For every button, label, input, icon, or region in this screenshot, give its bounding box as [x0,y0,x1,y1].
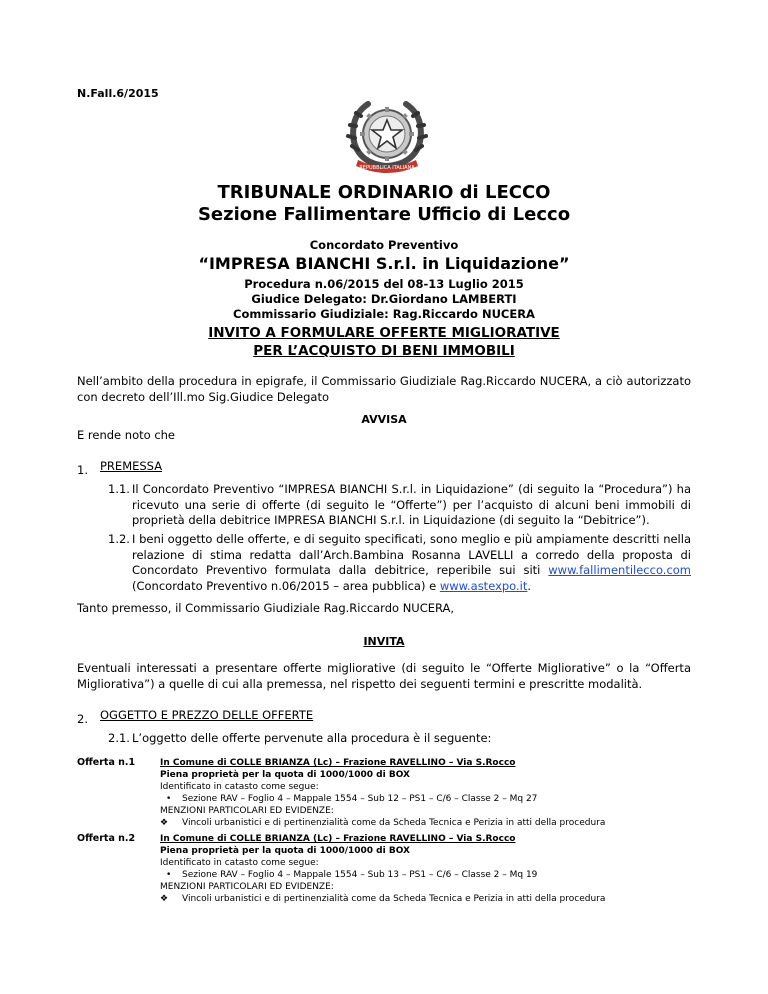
offer-cadastre-intro: Identificato in catasto come segue: [160,858,319,868]
invita-paragraph: Eventuali interessati a presentare offerte migliorative (di seguito le “Offerte Migliorative” o la “Offerta Migliorativa”) a quelle di cui alla premessa, nel rispetto dei seguenti termini e prescritte modalità. [77,661,691,691]
invita-heading: INVITA [363,635,405,648]
paragraph-2-1 [108,731,691,747]
intro-paragraph: Nell’ambito della procedura in epigrafe, il Commissario Giudiziale Rag.Riccardo NUCERA, a ciò autorizzato con decreto dell’Ill.mo Sig.Giudice Delegato [77,374,691,404]
procedure-number: Procedura n.06/2015 del 08-13 Luglio 2015 [244,277,524,291]
invite-title-line2: PER L’ACQUISTO DI BENI IMMOBILI [253,343,515,359]
section-1-heading [77,459,163,478]
section-1-title: PREMESSA [100,459,163,473]
section-2-title: OGGETTO E PREZZO DELLE OFFERTE [100,708,314,722]
court-section: Sezione Fallimentare Ufficio di Lecco [197,204,571,225]
procedure-type: Concordato Preventivo [309,238,459,252]
offer-cadastre-item [160,869,700,881]
diamond-bullet-icon: ❖ [160,818,169,828]
judge-name: Giudice Delegato: Dr.Giordano LAMBERTI [251,292,517,306]
paragraph-number: 1.2. [108,532,130,546]
court-title: TRIBUNALE ORDINARIO di LECCO [217,182,551,203]
fallimentilecco-link[interactable]: www.fallimentilecco.com [548,563,691,578]
offer-ownership: Piena proprietà per la quota di 1000/1000 di BOX [160,770,410,780]
offer-2-details [160,833,700,905]
bullet-icon: • [166,870,172,880]
invite-title-line1: INVITO A FORMULARE OFFERTE MIGLIORATIVE [208,325,560,341]
offer-ownership: Piena proprietà per la quota di 1000/1000 di BOX [160,846,410,856]
paragraph-number: 2.1. [108,731,130,745]
avvisa-heading: AVVISA [361,413,407,426]
offer-1-label: Offerta n.1 [77,757,136,768]
offer-note-item [160,893,700,905]
offer-cadastre-text: Sezione RAV – Foglio 4 – Mappale 1554 – Sub 12 – PS1 – C/6 – Classe 2 – Mq 27 [182,794,538,804]
paragraph-text: (Concordato Preventivo n.06/2015 – area pubblica) e [132,578,437,593]
astexpo-link[interactable]: www.astexpo.it [439,578,528,593]
paragraph-number: 1.1. [108,482,130,496]
emblem-ribbon-text: REPUBBLICA ITALIANA [359,165,415,171]
offer-cadastre-intro: Identificato in catasto come segue: [160,782,319,792]
offer-address: In Comune di COLLE BRIANZA (Lc) – Frazione RAVELLINO – Via S.Rocco [160,758,516,768]
procedure-details [0,277,768,322]
file-reference: N.Fall.6/2015 [77,87,159,100]
paragraph-text: I beni oggetto delle offerte, e di seguito specificati, sono meglio e più ampiamente descritti nella relazione di stima redatta dall’Arch.Bambina Rosanna LAVELLI a corredo della proposta di Concordato Preventivo formulata dalla debitrice, reperibile sui siti [132,532,691,578]
diamond-bullet-icon: ❖ [160,894,169,904]
offer-2-label: Offerta n.2 [77,833,136,844]
premesso-line: Tanto premesso, il Commissario Giudiziale Rag.Riccardo NUCERA, [77,601,455,615]
paragraph-1-1 [108,482,691,529]
company-name: “IMPRESA BIANCHI S.r.l. in Liquidazione” [198,254,570,273]
paragraph-1-2 [108,532,691,594]
offer-note-item [160,817,700,829]
rende-noto-line: E rende noto che [77,428,176,442]
section-1-number: 1. [77,463,88,477]
section-2-heading [77,708,314,727]
commissioner-name: Commissario Giudiziale: Rag.Riccardo NUCERA [233,307,535,321]
paragraph-text: L’oggetto delle offerte pervenute alla procedura è il seguente: [132,731,492,745]
offer-notes-title: MENZIONI PARTICOLARI ED EVIDENZE: [160,806,334,816]
offer-note-text: Vincoli urbanistici e di pertinenzialità come da Scheda Tecnica e Perizia in atti della procedura [182,818,606,828]
section-2-number: 2. [77,712,88,726]
offer-address: In Comune di COLLE BRIANZA (Lc) – Frazione RAVELLINO – Via S.Rocco [160,834,516,844]
offer-1-details [160,757,700,829]
paragraph-text: . [527,578,532,593]
offer-cadastre-item [160,793,700,805]
paragraph-text: Il Concordato Preventivo “IMPRESA BIANCHI S.r.l. in Liquidazione” (di seguito la “Procedura”) ha ricevuto una serie di offerte (di seguito le “Offerte”) per l’acquisto di alcuni beni immobili di proprietà della debitrice IMPRESA BIANCHI S.r.l. in Liquidazione (di seguito la “Debitrice”). [132,482,691,528]
offer-note-text: Vincoli urbanistici e di pertinenzialità come da Scheda Tecnica e Perizia in atti della procedura [182,894,606,904]
bullet-icon: • [166,794,172,804]
offer-cadastre-text: Sezione RAV – Foglio 4 – Mappale 1554 – Sub 13 – PS1 – C/6 – Classe 2 – Mq 19 [182,870,538,880]
offer-notes-title: MENZIONI PARTICOLARI ED EVIDENZE: [160,882,334,892]
repubblica-italiana-emblem-icon [340,100,434,176]
